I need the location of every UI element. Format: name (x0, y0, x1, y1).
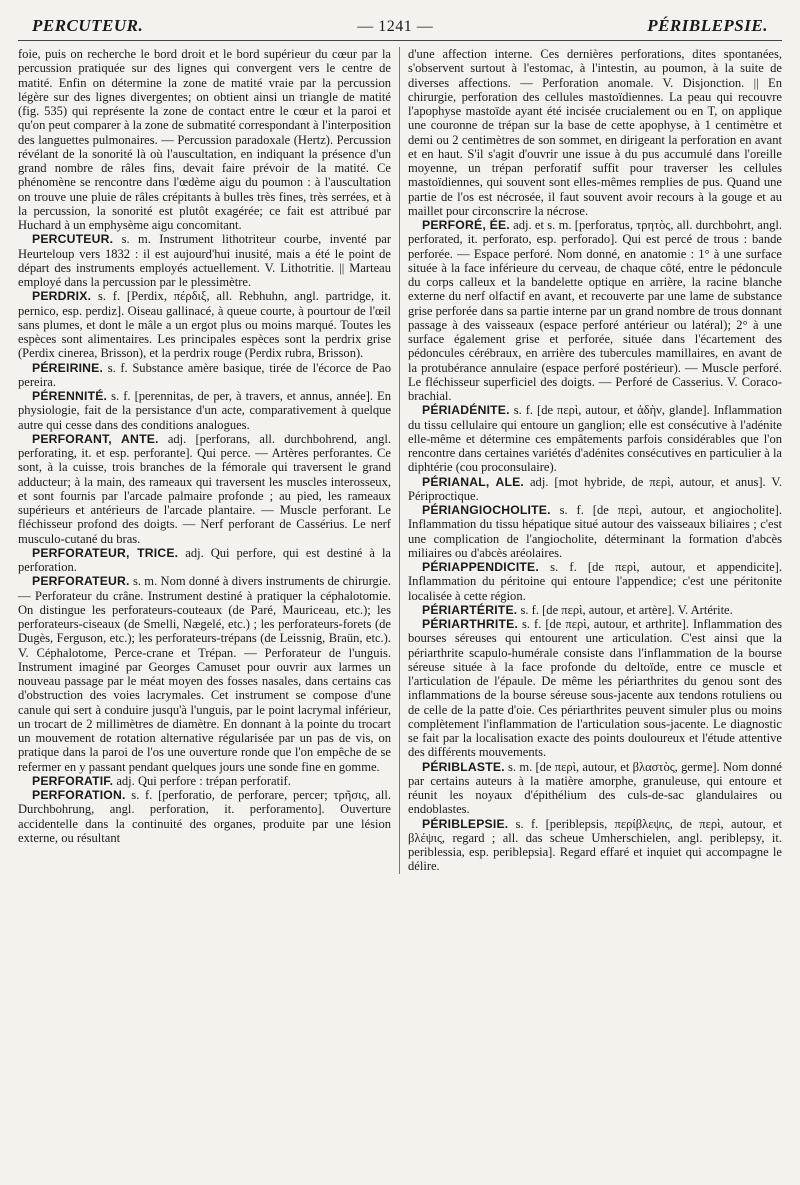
headword: PÉRIADÉNITE. (422, 403, 510, 418)
definition-text: adj. [mot hybride, de περὶ, autour, et anus]. V. Périproctique. (408, 474, 782, 503)
entry-pereirine (18, 361, 391, 390)
definition-text: s. f. [perennitas, de per, à travers, et annus, année]. En physiologie, fait de la persistance d'un acte, comparativement à quelque autre qui cesse dans des conditions analogues. (18, 389, 391, 432)
definition-text: s. f. [de περὶ, autour, et arthrite]. Inflammation des bourses séreuses qui entourent une articulation. C'est ainsi que la périarthrite scapulo-humérale consiste dans l'inflammation de la bourse séreuse située à la face profonde du deltoïde, entre ce muscle et l'articulation de l'épaule. De même les périarthrites du genou sont des inflammations de la bourse séreuse sous-jacente aux tendons rotuliens ou de celle de la patte d'oie. Ces périarthrites peuvent simuler plus ou moins complètement l'inflammation de l'articulation sous-jacente. Le diagnostic se fait par la localisation exacte des points douloureux et l'étude attentive des différents mouvements. (408, 617, 782, 760)
entry-perforateur (18, 574, 391, 774)
header-left-word: PERCUTEUR. (32, 16, 144, 35)
entry-perianal-ale (408, 475, 782, 504)
definition-text: adj. et s. m. [perforatus, τρητὸς, all. durchbohrt, angl. perforated, it. perforato, esp. perforado]. Qui est percé de trous : bande perforée. — Espace perforé. Nom donné, en anatomie : 1° à une surface située à la face inférieure du cerveau, de chaque côté, entre le pédoncule du corps calleux et la bandelette optique en arrière, la racine blanche externe du nerf olfactif en avant, et recouverte par une lame de substance grise perforée dans sa partie interne par un grand nombre de trous donnant passage à des vaisseaux (espace perforé antérieur ou latéral); 2° à une surface également grise et perforée, située dans l'écartement des pédoncules cérébraux, en arrière des tubercules mamillaires, en avant de la protubérance annulaire (espace perforé postérieur). — Muscle perforé. Le fléchisseur superficiel des doigts. — Perforé de Casserius. V. Coraco-brachial. (408, 218, 783, 403)
headword: PÉREIRINE. (32, 360, 104, 375)
entry-periblepsie (408, 817, 782, 874)
headword: PERFORATEUR, TRICE. (32, 545, 179, 560)
headword: PÉRENNITÉ. (32, 389, 108, 403)
headword: PERCUTEUR. (32, 232, 114, 247)
headword: PÉRIARTHRITE. (422, 617, 519, 631)
headword: PERFORÉ, ÉE. (422, 218, 510, 232)
entry-periappendicite (408, 560, 782, 603)
definition-text: adj. Qui perfore : trépan perforatif. (113, 773, 291, 788)
entry-periarthrite (408, 617, 782, 760)
headword: PERDRIX. (32, 289, 92, 304)
definition-text: s. m. [de περὶ, autour, et βλαστὸς, germe]. Nom donné par certains auteurs à la matière amorphe, granuleuse, qui entoure et réunit les noyaux d'épithélium des culs-de-sac glandulaires ou endoblastes. (408, 759, 782, 817)
entry-percuteur (18, 232, 391, 289)
definition-text: s. m. Nom donné à divers instruments de chirurgie. — Perforateur du crâne. Instrument destiné à pratiquer la céphalotomie. On distingue les perforateurs-couteaux (de Paré, Mauriceau, etc.); les perforateurs-ciseaux (de Smelli, Nægelé, etc.) ; les perforateurs-forets (de Dugès, Ferguson, etc.); les perforateurs-trépans (de Leissnig, Braün, etc.). V. Céphalotome, Perce-crane et Trépan. — Perforateur de l'unguis. Instrument imaginé par Georges Camuset pour ouvrir aux larmes un nouveau passage par le méat moyen des fosses nasales, dans certains cas d'obstruction des voies lacrymales. Cet instrument se compose d'une canule qui sert à conduire jusqu'à l'unguis, par le point lacrymal inférieur, un trocart de 2 millimètres de diamètre. En donnant à la pointe du trocart un mouvement de rotation alternative régularisée par un pas de vis, on pratique dans la paroi de l'os une ouverture ronde que l'on empêche de se refermer en y passant pendant quelques jours une sonde fine en gomme. (18, 574, 391, 774)
headword: PÉRIBLEPSIE. (422, 816, 509, 831)
right-column (400, 47, 782, 874)
definition-text: s. f. [de περὶ, autour, et angiocholite]. Inflammation du tissu hépatique situé autour des vaisseaux biliaires ; c'est une complication de l'angiocholite, déterminant la formation d'abcès miliaires ou d'abcès aréolaires. (408, 503, 782, 560)
definition-text: s. f. Substance amère basique, tirée de l'écorce de Pao pereira. (18, 360, 391, 389)
entry-periblaste (408, 760, 782, 817)
definition-text: s. f. [de περὶ, autour, et appendicite]. Inflammation du péritoine qui entoure l'appendice; c'est une péritonite localisée à cette région. (408, 560, 782, 603)
definition-text: adj. [perforans, all. durchbohrend, angl. perforating, it. et esp. perforante]. Qui perce. — Artères perforantes. Ce sont, à la cuisse, trois branches de la fémorale qui traversent le grand adducteur; à la main, des rameaux qui traversent les muscles interosseux, et sont fournis par l'arcade palmaire profonde ; au pied, les rameaux supérieurs et antérieurs de l'arcade plantaire. — Muscle perforant. Le fléchisseur profond des doigts. — Nerf perforant de Cassérius. Le nerf musculo-cutané du bras. (18, 431, 391, 546)
entry-periangiocholite (408, 503, 782, 560)
definition-text: s. f. [perforatio, de perforare, percer; τρῆσις, all. Durchbohrung, angl. perforation, it. perforamento]. Ouverture accidentelle dans la continuité des organes, produite par une lésion externe, ou résultant (18, 788, 391, 845)
definition-text: foie, puis on recherche le bord droit et le bord supérieur du cœur par la percussion pratiquée sur des lignes qui convergent vers le centre de matité. Enfin on détermine la zone de matité vraie par la percussion légère sur des lignes divergentes; on obtient ainsi un triangle de matité (fig. 535) qui représente la zone de contact entre le cœur et la paroi et qu'on peut comparer à la zone de submatité correspondant à l'interposition des languettes pulmonaires. — Percussion paradoxale (Hertz). Percussion révélant de la sonorité là où l'auscultation, en indiquant la présence d'un grand nombre de râles fins, devait faire prévoir de la matité. Ce phénomène se rencontre dans l'œdème aigu du poumon : à l'auscultation on trouve une pluie de râles crépitants à bulles très fines, très serrées, et à la percussion, la sonorité est plutôt exagérée; ce fait est attribué par Huchard à un emphysème aigu concomitant. (18, 47, 391, 232)
headword: PERFORATION. (32, 788, 126, 802)
headword: PERFORATEUR. (32, 574, 130, 589)
entry-perdrix (18, 289, 391, 360)
entry-perennite (18, 389, 391, 432)
headword: PÉRIANAL, ALE. (422, 474, 525, 489)
headword: PERFORANT, ANTE. (32, 431, 159, 446)
headword: PÉRIARTÉRITE. (422, 602, 518, 617)
running-header (18, 16, 782, 41)
entry-periarterite (408, 603, 782, 617)
definition-text: s. m. Instrument lithotriteur courbe, inventé par Heurteloup vers 1832 : il est aujourd'hui inusité, mais a été le point de départ des instruments employés actuellement. V. Lithotritie. || Marteau employé dans la percussion par le plessimètre. (18, 232, 391, 289)
left-column (18, 47, 400, 874)
page-number: — 1241 — (357, 18, 434, 35)
headword: PÉRIBLASTE. (422, 759, 505, 774)
definition-text: s. f. [periblepsis, περίβλεψις, de περὶ, autour, et βλέψις, regard ; all. das scheue Umherschielen, angl. periblepsy, it. periblessia, esp. periblepsia]. Regard effaré et inquiet qui accompagne le délire. (408, 816, 782, 874)
definition-text: d'une affection interne. Ces dernières perforations, dites spontanées, s'observent surtout à l'estomac, à l'intestin, au poumon, à la suite de diverses affections. — Perforation anomale. V. Disjonction. || En chirurgie, perforation des cellules mastoïdiennes. La peau qui recouvre l'apophyse mastoïde ayant été incisée crucialement ou en T, on applique une couronne de trépan sur la base de cette apophyse, à 1 centimètre et demi ou 2 centimètres de son sommet, en dirigeant la perforation en avant et en haut. S'il s'agit d'ouvrir une issue à du pus accumulé dans l'oreille moyenne, un trépan perforatif suffit pour traverser les cellules mastoïdiennes, qui souvent sont elles-mêmes remplies de pus. Quand une partie de l'os est nécrosée, il faut souvent avoir recours à la gouge et au maillet pour circonscrire la nécrose. (408, 47, 782, 218)
headword: PÉRIAPPENDICITE. (422, 560, 539, 574)
entry-perforation (18, 788, 391, 845)
entry-perforant-ante (18, 432, 391, 546)
entry-perforateur-trice (18, 546, 391, 575)
entry-perforatif (18, 774, 391, 788)
entry-perfore-ee (408, 218, 782, 403)
entry-periadenite (408, 403, 782, 474)
headword: PERFORATIF. (32, 773, 114, 788)
entry-continuation (18, 47, 391, 232)
headword: PÉRIANGIOCHOLITE. (422, 503, 551, 517)
header-right-word: PÉRIBLEPSIE. (647, 16, 768, 35)
definition-text: s. f. [de περὶ, autour, et artère]. V. Artérite. (517, 602, 733, 617)
definition-text: s. f. [Perdix, πέρδιξ, all. Rebhuhn, angl. partridge, it. pernico, esp. perdiz]. Oiseau gallinacé, à queue courte, à pourtour de l'œil sans plumes, et dont le mâle a un ergot plus ou moins marqué. Toutes les espèces sont alimentaires. Les principales espèces sont la perdrix grise (Perdix cinerea, Brisson), et la perdrix rouge (Perdix rubra, Brisson). (18, 289, 391, 361)
definition-text: adj. Qui perfore, qui est destiné à la perforation. (18, 545, 391, 574)
two-column-body (18, 47, 782, 874)
entry-continuation (408, 47, 782, 218)
definition-text: s. f. [de περὶ, autour, et ἀδὴν, glande]. Inflammation du tissu cellulaire qui entoure un ganglion; elle est consécutive à l'adénite elle-même et détermine ces empâtements parfois considérables que l'on rencontre dans certaines variétés d'adénites consécutives en particulier à la diphtérie (cou proconsulaire). (408, 403, 782, 475)
